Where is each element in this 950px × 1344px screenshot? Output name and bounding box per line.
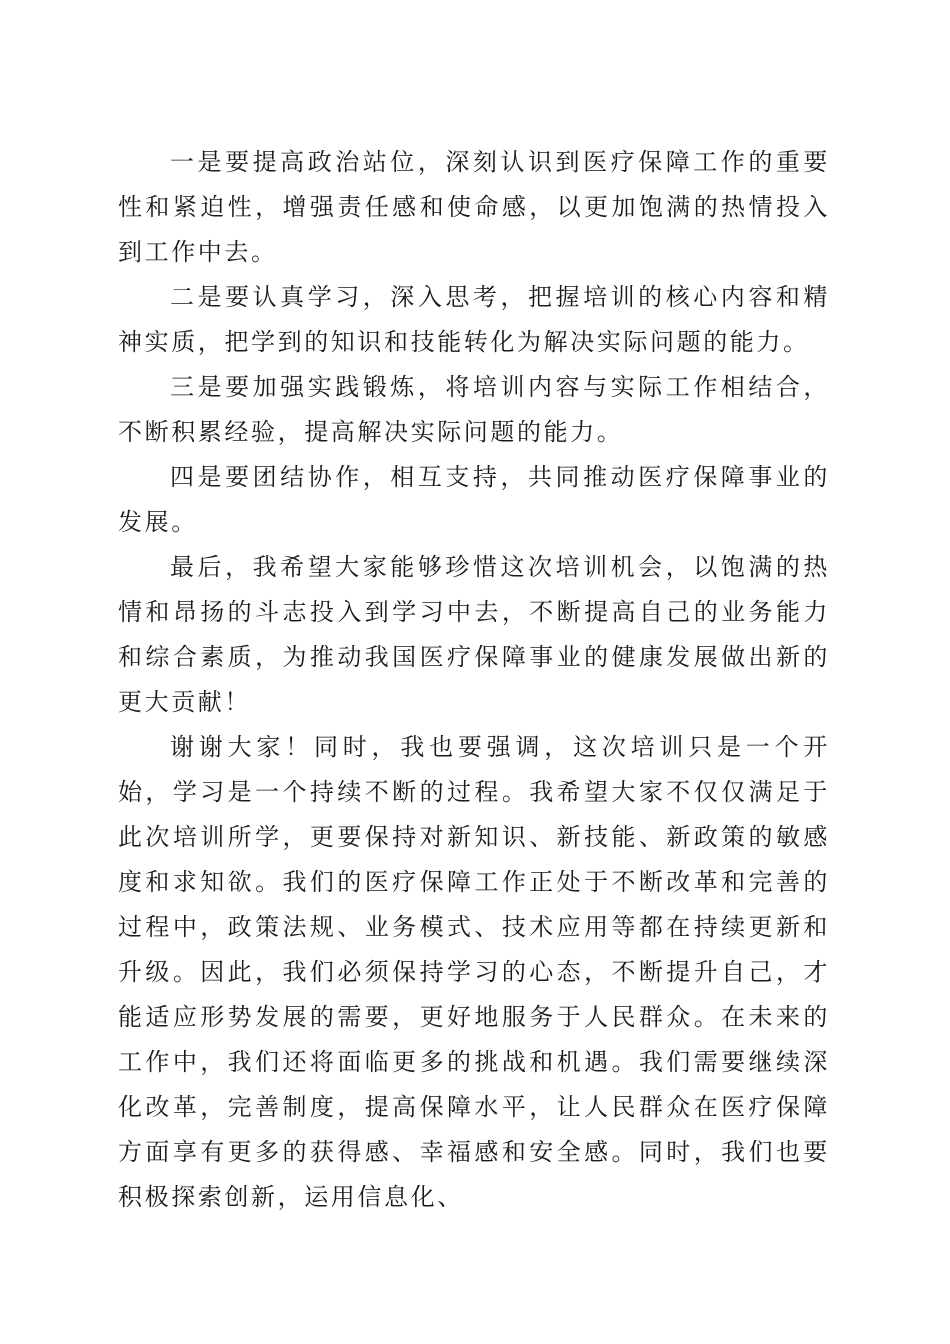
paragraph-4: 四是要团结协作，相互支持，共同推动医疗保障事业的发展。 bbox=[118, 463, 830, 536]
paragraph-2: 二是要认真学习，深入思考，把握培训的核心内容和精神实质，把学到的知识和技能转化为解决实际问题的能力。 bbox=[118, 283, 830, 356]
paragraph-1: 一是要提高政治站位，深刻认识到医疗保障工作的重要性和紧迫性，增强责任感和使命感，以更加饱满的热情投入到工作中去。 bbox=[118, 148, 830, 266]
document-body bbox=[118, 140, 830, 1220]
paragraph-5: 最后，我希望大家能够珍惜这次培训机会，以饱满的热情和昂扬的斗志投入到学习中去，不断提高自己的业务能力和综合素质，为推动我国医疗保障事业的健康发展做出新的更大贡献！ bbox=[118, 553, 830, 716]
paragraph-6: 谢谢大家！同时，我也要强调，这次培训只是一个开始，学习是一个持续不断的过程。我希望大家不仅仅满足于此次培训所学，更要保持对新知识、新技能、新政策的敏感度和求知欲。我们的医疗保障工作正处于不断改革和完善的过程中，政策法规、业务模式、技术应用等都在持续更新和升级。因此，我们必须保持学习的心态，不断提升自己，才能适应形势发展的需要，更好地服务于人民群众。在未来的工作中，我们还将面临更多的挑战和机遇。我们需要继续深化改革，完善制度，提高保障水平，让人民群众在医疗保障方面享有更多的获得感、幸福感和安全感。同时，我们也要积极探索创新，运用信息化、 bbox=[118, 733, 830, 1211]
paragraph-3: 三是要加强实践锻炼，将培训内容与实际工作相结合，不断积累经验，提高解决实际问题的能力。 bbox=[118, 373, 830, 446]
